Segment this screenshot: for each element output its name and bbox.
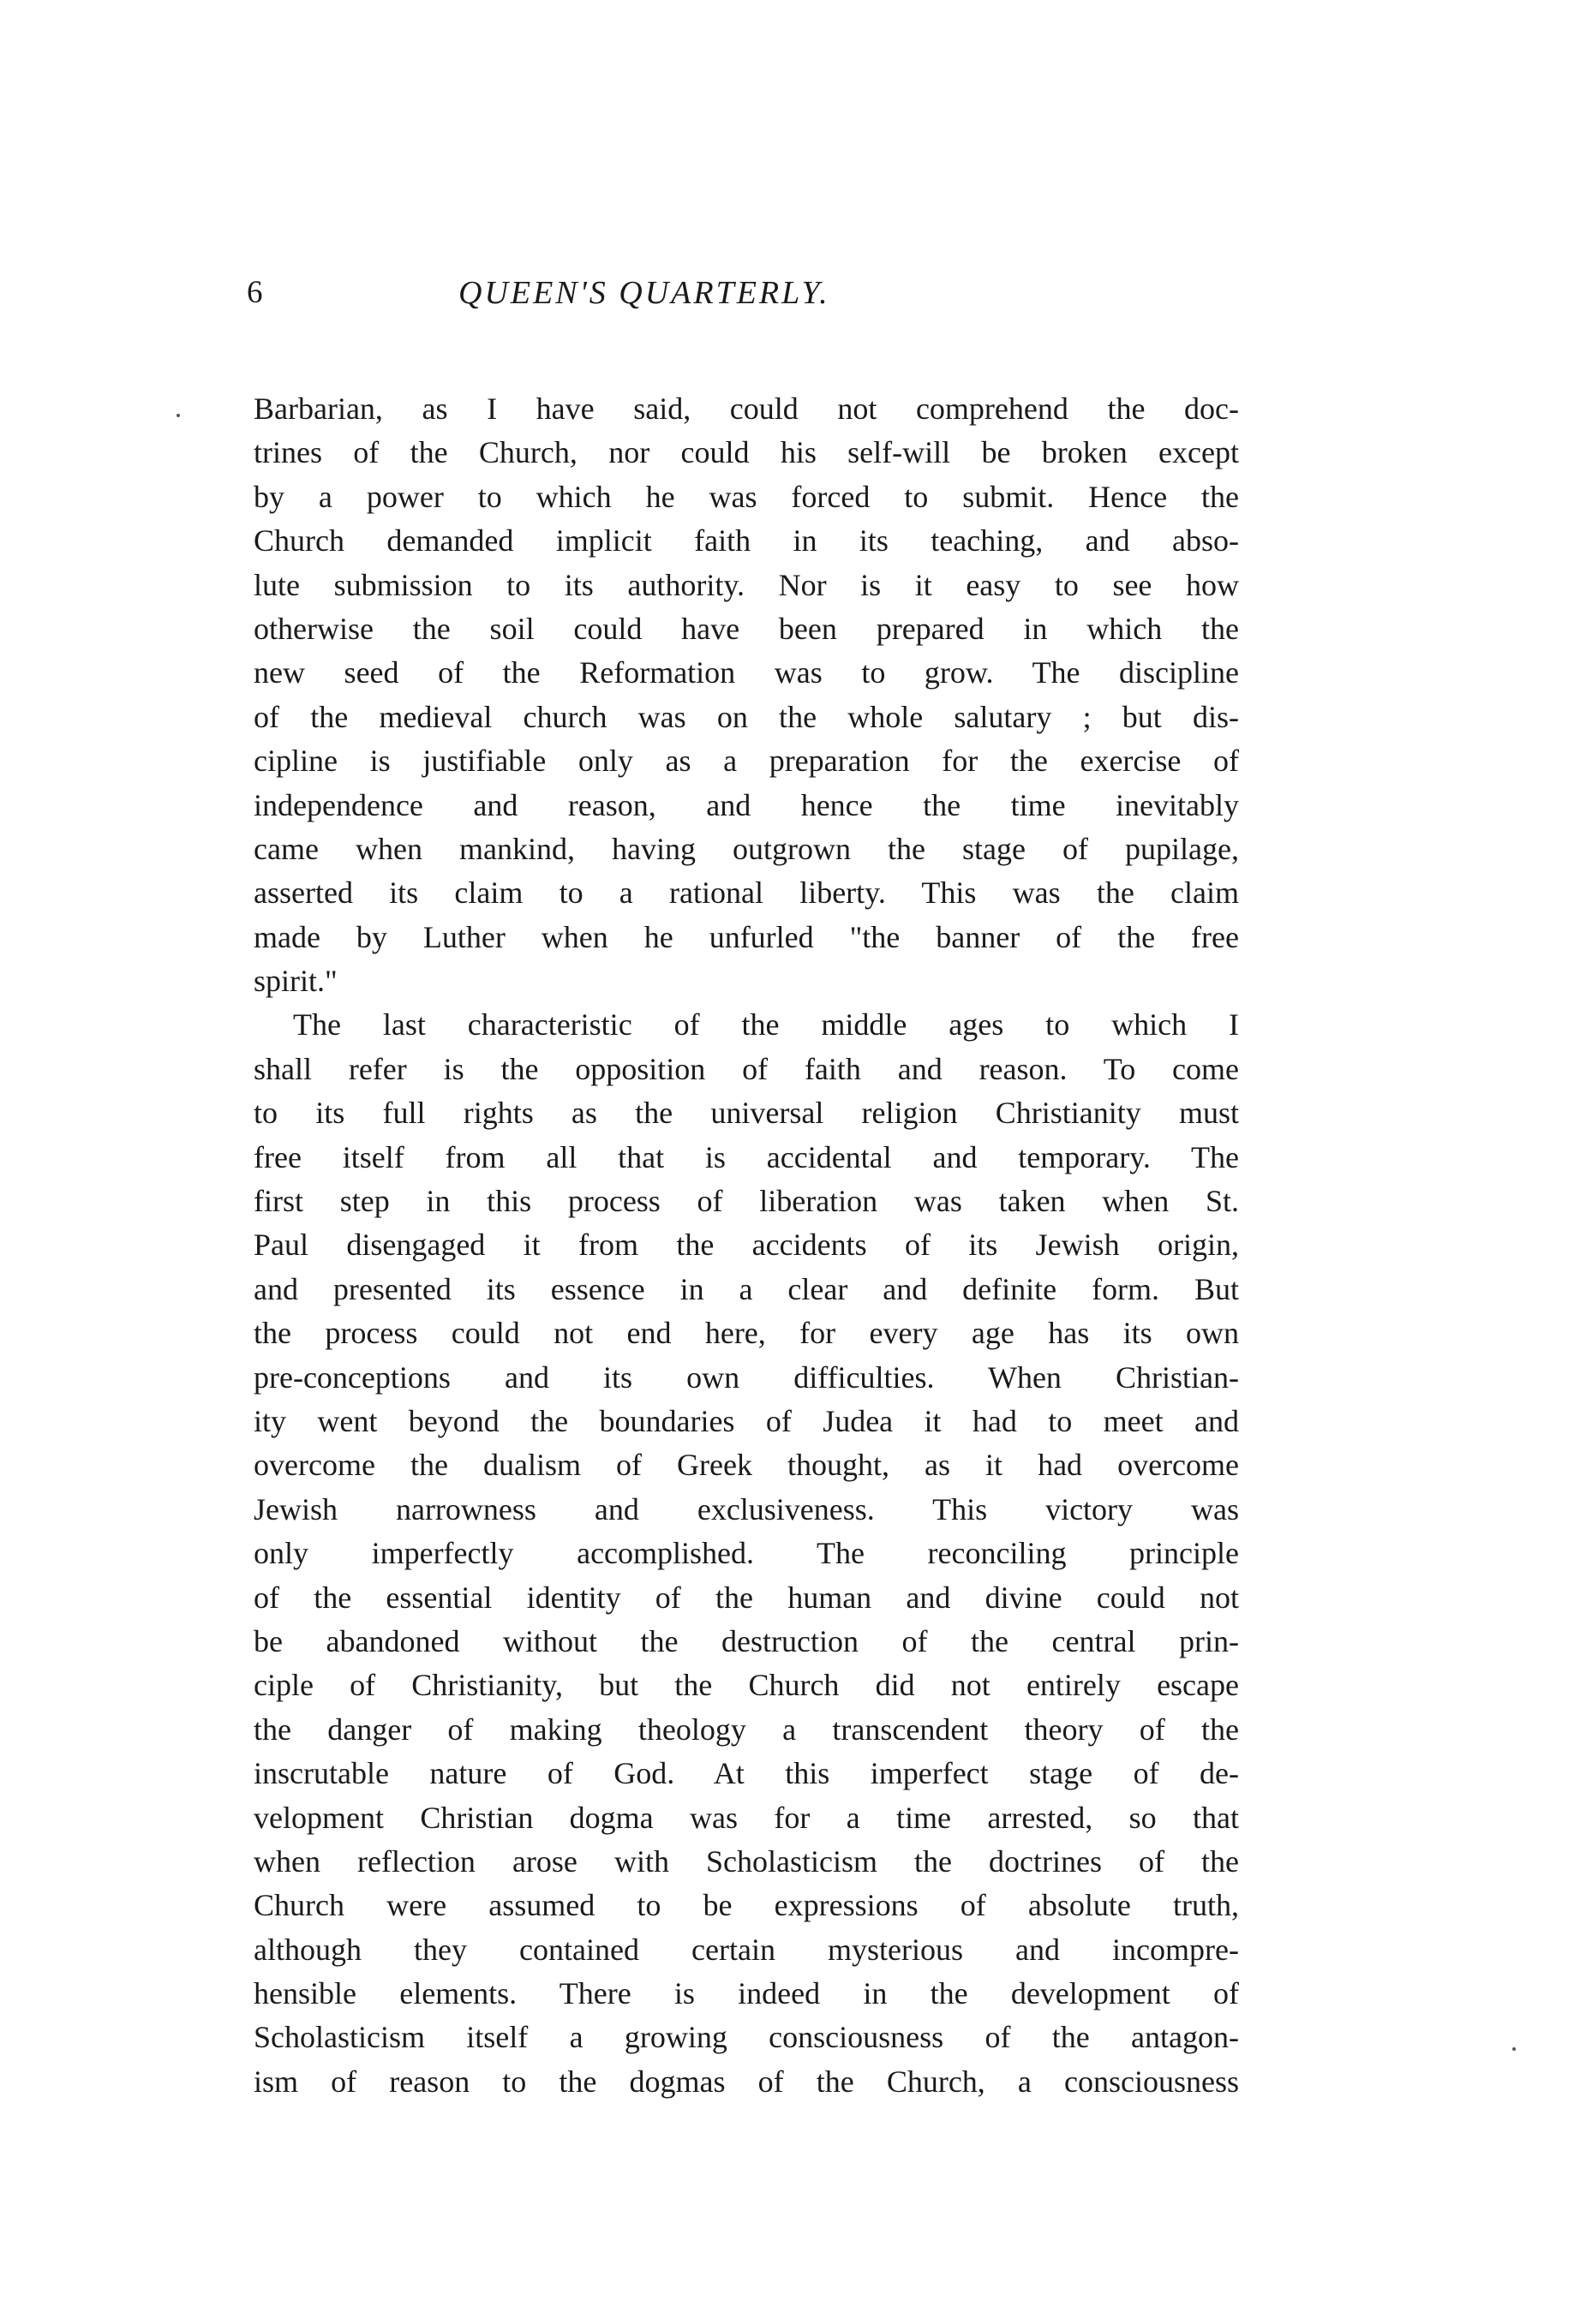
text-line: Jewish narrowness and exclusiveness. This victory was <box>254 1491 1239 1526</box>
text-line: and presented its essence in a clear and definite form. But <box>254 1271 1239 1306</box>
text-line: although they contained certain mysterious and incompre- <box>254 1932 1239 1967</box>
text-line: The last characteristic of the middle ages to which I <box>293 1007 1239 1043</box>
text-line: Barbarian, as I have said, could not comprehend the doc- <box>254 391 1239 426</box>
text-line: Church demanded implicit faith in its teaching, and abso- <box>254 523 1239 559</box>
text-line: only imperfectly accomplished. The reconciling principle <box>254 1536 1239 1571</box>
text-line: by a power to which he was forced to submit. Hence the <box>254 479 1239 514</box>
text-line: first step in this process of liberation was taken when St. <box>254 1184 1239 1219</box>
text-line: Church were assumed to be expressions of absolute truth, <box>254 1888 1239 1923</box>
body-text <box>254 387 1239 2104</box>
text-line: Paul disengaged it from the accidents of its Jewish origin, <box>254 1228 1239 1263</box>
text-line: ciple of Christianity, but the Church did not entirely escape <box>254 1668 1239 1703</box>
margin-speck <box>1512 2047 1516 2051</box>
paragraph-1 <box>254 387 1239 1003</box>
text-line: ism of reason to the dogmas of the Church, a consciousness <box>254 2064 1239 2099</box>
text-line: when reflection arose with Scholasticism the doctrines of the <box>254 1843 1239 1879</box>
margin-speck <box>177 414 180 417</box>
text-line: ity went beyond the boundaries of Judea it had to meet and <box>254 1403 1239 1438</box>
text-line: shall refer is the opposition of faith and reason. To come <box>254 1051 1239 1086</box>
text-line: free itself from all that is accidental and temporary. The <box>254 1139 1239 1174</box>
text-line: spirit." <box>254 964 338 999</box>
text-line: hensible elements. There is indeed in the development of <box>254 1976 1239 2011</box>
text-line: be abandoned without the destruction of the central prin- <box>254 1623 1239 1658</box>
text-line: velopment Christian dogma was for a time arrested, so that <box>254 1800 1239 1835</box>
text-line: Scholasticism itself a growing consciousness of the antagon- <box>254 2020 1239 2055</box>
text-line: asserted its claim to a rational liberty. This was the claim <box>254 875 1239 911</box>
paragraph-2 <box>254 1003 1239 2104</box>
page-number: 6 <box>247 275 263 310</box>
text-line: otherwise the soil could have been prepared in which the <box>254 611 1239 646</box>
running-head: QUEEN'S QUARTERLY. <box>458 275 830 311</box>
text-line: to its full rights as the universal religion Christianity must <box>254 1096 1239 1131</box>
text-line: new seed of the Reformation was to grow. The discipline <box>254 655 1239 690</box>
text-line: inscrutable nature of God. At this imperfect stage of de- <box>254 1756 1239 1791</box>
text-line: independence and reason, and hence the time inevitably <box>254 787 1239 822</box>
text-line: of the essential identity of the human and divine could not <box>254 1580 1239 1615</box>
text-line: lute submission to its authority. Nor is it easy to see how <box>254 567 1239 602</box>
text-line: cipline is justifiable only as a preparation for the exercise of <box>254 744 1239 779</box>
text-line: the danger of making theology a transcendent theory of the <box>254 1712 1239 1747</box>
text-line: made by Luther when he unfurled "the banner of the free <box>254 919 1239 954</box>
text-line: the process could not end here, for every age has its own <box>254 1316 1239 1351</box>
text-line: of the medieval church was on the whole salutary ; but dis- <box>254 699 1239 734</box>
text-line: pre-conceptions and its own difficulties. When Christian- <box>254 1359 1239 1395</box>
text-line: trines of the Church, nor could his self-will be broken except <box>254 435 1239 470</box>
text-line: came when mankind, having outgrown the stage of pupilage, <box>254 831 1239 866</box>
text-line: overcome the dualism of Greek thought, as it had overcome <box>254 1448 1239 1483</box>
